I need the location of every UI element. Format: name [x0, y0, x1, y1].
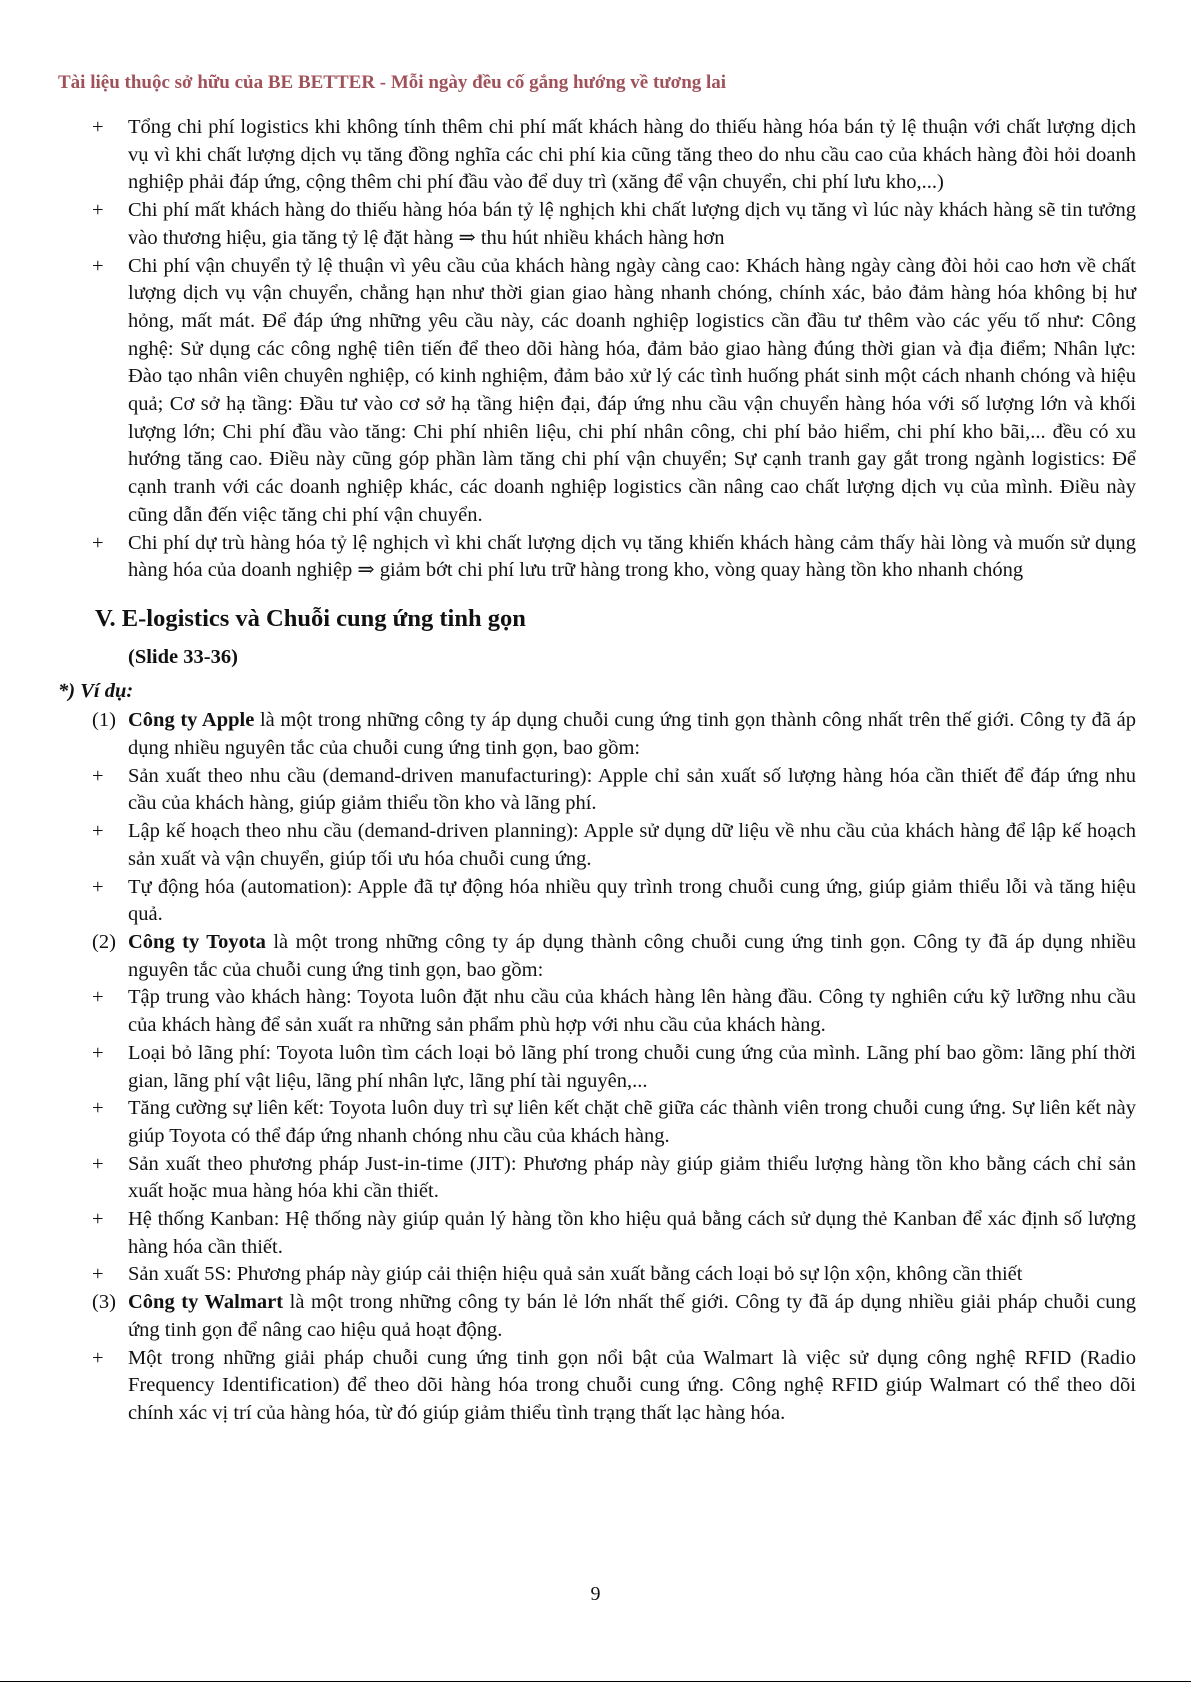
list-item	[58, 1095, 1136, 1150]
top-bullet-list	[58, 114, 1136, 585]
company-block-toyota	[58, 929, 1136, 1289]
company-intro-text	[128, 1289, 1136, 1344]
company-intro-text	[128, 929, 1136, 984]
company-block-walmart	[58, 1289, 1136, 1428]
company-intro	[58, 707, 1136, 762]
bullet-marker: +	[92, 531, 104, 554]
list-item-text: Tổng chi phí logistics khi không tính thêm chi phí mất khách hàng do thiếu hàng hóa bán tỷ lệ thuận với chất lượng dịch vụ vì khi chất lượng dịch vụ tăng đồng nghĩa các chi phí kia cũng tăng theo do nhu cầu cao của khách hàng đòi hỏi doanh nghiệp phải đáp ứng, cộng thêm chi phí đầu vào để duy trì (xăng để vận chuyển, chi phí lưu kho,...)	[128, 116, 1136, 194]
bullet-marker: +	[92, 1346, 104, 1369]
bullet-marker: +	[92, 820, 104, 843]
bullet-marker: +	[92, 1152, 104, 1175]
list-item-text: Chi phí vận chuyển tỷ lệ thuận vì yêu cầu của khách hàng ngày càng cao: Khách hàng ngày càng đòi hỏi cao hơn về chất lượng dịch vụ vận chuyển, chẳng hạn như thời gian giao hàng nhanh chóng, chính xác, bảo đảm hàng hóa không bị hư hỏng, mất mát. Để đáp ứng những yêu cầu này, các doanh nghiệp logistics cần đầu tư thêm vào các yếu tố như: Công nghệ: Sử dụng các công nghệ tiên tiến để theo dõi hàng hóa, đảm bảo giao hàng đúng thời gian và địa điểm; Nhân lực: Đào tạo nhân viên chuyên nghiệp, có kinh nghiệm, đảm bảo xử lý các tình huống phát sinh một cách nhanh chóng và hiệu quả; Cơ sở hạ tầng: Đầu tư vào cơ sở hạ tầng hiện đại, đáp ứng nhu cầu vận chuyển hàng hóa với số lượng lớn và khối lượng lớn; Chi phí đầu vào tăng: Chi phí nhiên liệu, chi phí nhân công, chi phí bảo hiểm, chi phí kho bãi,... đều có xu hướng tăng cao. Điều này cũng góp phần làm tăng chi phí vận chuyển; Sự cạnh tranh gay gắt trong ngành logistics: Để cạnh tranh với các doanh nghiệp khác, các doanh nghiệp logistics cần nâng cao chất lượng dịch vụ của mình. Điều này cũng dẫn đến việc tăng chi phí vận chuyển.	[128, 254, 1136, 526]
page-content	[58, 114, 1136, 1428]
list-item	[58, 984, 1136, 1039]
list-item	[58, 818, 1136, 873]
list-item-text: Tự động hóa (automation): Apple đã tự động hóa nhiều quy trình trong chuỗi cung ứng, giúp giảm thiểu lỗi và tăng hiệu quả.	[128, 875, 1136, 926]
list-item	[58, 763, 1136, 818]
company-number: (2)	[92, 930, 116, 953]
company-intro-text	[128, 707, 1136, 762]
list-item-text: Tăng cường sự liên kết: Toyota luôn duy trì sự liên kết chặt chẽ giữa các thành viên trong chuỗi cung ứng. Sự liên kết này giúp Toyota có thể đáp ứng nhanh chóng nhu cầu của khách hàng.	[128, 1097, 1136, 1147]
slide-reference: (Slide 33-36)	[128, 645, 238, 668]
bullet-marker: +	[92, 199, 104, 222]
page-header: Tài liệu thuộc sở hữu của BE BETTER - Mỗi ngày đều cố gắng hướng về tương lai	[58, 72, 727, 93]
list-item-text: Sản xuất theo phương pháp Just-in-time (JIT): Phương pháp này giúp giảm thiểu lượng hàng tồn kho bằng cách chỉ sản xuất hoặc mua hàng hóa khi cần thiết.	[128, 1152, 1136, 1203]
company-intro	[58, 1289, 1136, 1344]
bullet-marker: +	[92, 1208, 104, 1231]
list-item-text: Sản xuất 5S: Phương pháp này giúp cải thiện hiệu quả sản xuất bằng cách loại bỏ sự lộn xộn, không cần thiết	[128, 1263, 1023, 1286]
list-item-text: Chi phí mất khách hàng do thiếu hàng hóa bán tỷ lệ nghịch khi chất lượng dịch vụ tăng vì lúc này khách hàng sẽ tin tưởng vào thương hiệu, gia tăng tỷ lệ đặt hàng ⇒ thu hút nhiều khách hàng hơn	[128, 199, 1136, 249]
list-item	[58, 1040, 1136, 1095]
bullet-marker: +	[92, 1097, 104, 1120]
list-item-text: Sản xuất theo nhu cầu (demand-driven manufacturing): Apple chỉ sản xuất số lượng hàng hóa cần thiết để đáp ứng nhu cầu của khách hàng, giúp giảm thiểu tồn kho và lãng phí.	[128, 764, 1136, 815]
bullet-marker: +	[92, 1263, 104, 1286]
list-item-text: Lập kế hoạch theo nhu cầu (demand-driven planning): Apple sử dụng dữ liệu về nhu cầu của khách hàng để lập kế hoạch sản xuất và vận chuyển, giúp tối ưu hóa chuỗi cung ứng.	[128, 820, 1136, 870]
list-item	[58, 1151, 1136, 1206]
company-intro-body: là một trong những công ty áp dụng thành công chuỗi cung ứng tinh gọn. Công ty đã áp dụng nhiều nguyên tắc của chuỗi cung ứng tinh gọn, bao gồm:	[128, 930, 1136, 981]
list-item	[58, 1261, 1136, 1289]
company-intro-body: là một trong những công ty áp dụng chuỗi cung ứng tinh gọn thành công nhất trên thế giới. Công ty đã áp dụng nhiều nguyên tắc của chuỗi cung ứng tinh gọn, bao gồm:	[128, 709, 1136, 760]
company-intro	[58, 929, 1136, 984]
company-intro-body: là một trong những công ty bán lẻ lớn nhất thế giới. Công ty đã áp dụng nhiều giải pháp chuỗi cung ứng tinh gọn để nâng cao hiệu quả hoạt động.	[128, 1291, 1136, 1341]
bullet-marker: +	[92, 764, 104, 787]
list-item	[58, 253, 1136, 530]
list-item	[58, 530, 1136, 585]
list-item-text: Chi phí dự trù hàng hóa tỷ lệ nghịch vì khi chất lượng dịch vụ tăng khiến khách hàng cảm thấy hài lòng và muốn sử dụng hàng hóa của doanh nghiệp ⇒ giảm bớt chi phí lưu trữ hàng trong kho, vòng quay hàng tồn kho nhanh chóng	[128, 531, 1136, 582]
bullet-marker: +	[92, 254, 104, 277]
company-block-apple	[58, 707, 1136, 929]
example-label: *) Ví dụ:	[58, 679, 134, 702]
list-item	[58, 874, 1136, 929]
company-name: Công ty Toyota	[128, 930, 266, 953]
bullet-marker: +	[92, 986, 104, 1009]
company-number: (3)	[92, 1291, 116, 1314]
bullet-marker: +	[92, 875, 104, 898]
company-name: Công ty Walmart	[128, 1291, 284, 1314]
list-item-text: Loại bỏ lãng phí: Toyota luôn tìm cách loại bỏ lãng phí trong chuỗi cung ứng của mình. Lãng phí bao gồm: lãng phí thời gian, lãng phí vật liệu, lãng phí nhân lực, lãng phí tài nguyên,...	[128, 1041, 1136, 1092]
page-number: 9	[590, 1583, 601, 1605]
section-heading: V. E-logistics và Chuỗi cung ứng tinh gọn	[95, 604, 526, 632]
list-item	[58, 197, 1136, 252]
bullet-marker: +	[92, 1041, 104, 1064]
list-item	[58, 1345, 1136, 1428]
list-item	[58, 114, 1136, 197]
list-item-text: Một trong những giải pháp chuỗi cung ứng tinh gọn nổi bật của Walmart là việc sử dụng công nghệ RFID (Radio Frequency Identification) để theo dõi hàng hóa trong chuỗi cung ứng. Công nghệ RFID giúp Walmart có thể theo dõi chính xác vị trí của hàng hóa, từ đó giúp giảm thiểu tình trạng thất lạc hàng hóa.	[128, 1346, 1136, 1424]
company-name: Công ty Apple	[128, 709, 255, 732]
list-item	[58, 1206, 1136, 1261]
list-item-text: Tập trung vào khách hàng: Toyota luôn đặt nhu cầu của khách hàng lên hàng đầu. Công ty nghiên cứu kỹ lưỡng nhu cầu của khách hàng để sản xuất ra những sản phẩm phù hợp với nhu cầu của khách hàng.	[128, 986, 1136, 1037]
list-item-text: Hệ thống Kanban: Hệ thống này giúp quản lý hàng tồn kho hiệu quả bằng cách sử dụng thẻ Kanban để xác định số lượng hàng hóa cần thiết.	[128, 1208, 1136, 1258]
company-number: (1)	[92, 709, 116, 732]
bottom-rule	[0, 1681, 1191, 1682]
bullet-marker: +	[92, 116, 104, 138]
